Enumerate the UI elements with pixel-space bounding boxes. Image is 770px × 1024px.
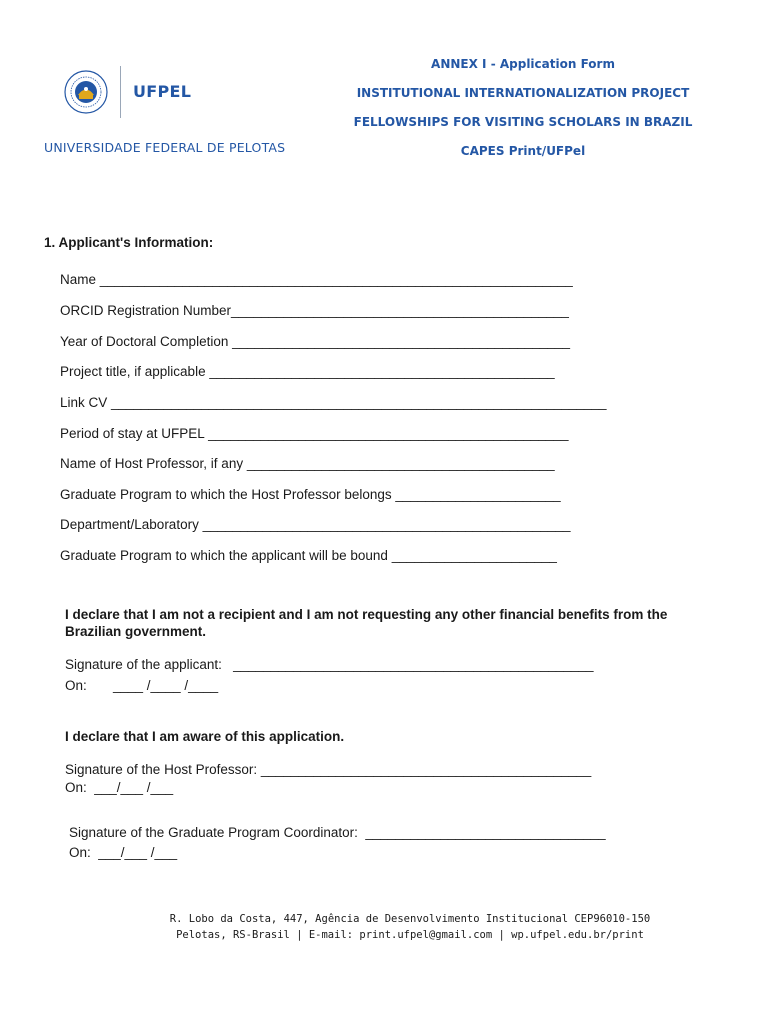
ufpel-seal-icon: [64, 70, 108, 114]
field-host-program[interactable]: Graduate Program to which the Host Professor belongs ______________________: [60, 487, 561, 502]
university-name: UNIVERSIDADE FEDERAL DE PELOTAS: [44, 140, 286, 155]
applicant-signature-line[interactable]: Signature of the applicant: ________________________________________________: [65, 657, 594, 672]
section-title: 1. Applicant's Information:: [44, 235, 214, 250]
coordinator-signature-line[interactable]: Signature of the Graduate Program Coordinator: ________________________________: [69, 825, 606, 840]
field-applicant-program[interactable]: Graduate Program to which the applicant will be bound ______________________: [60, 548, 557, 563]
footer-address: R. Lobo da Costa, 447, Agência de Desenvolvimento Institucional CEP96010-150: [169, 913, 651, 925]
header-annex: ANNEX I - Application Form: [431, 57, 615, 71]
logo-text: UFPEL: [133, 82, 192, 101]
applicant-date-line[interactable]: On: ____ /____ /____: [65, 678, 219, 693]
field-department[interactable]: Department/Laboratory _________________________________________________: [60, 517, 571, 532]
header-capes: CAPES Print/UFPel: [460, 144, 586, 158]
declaration-aware: I declare that I am aware of this application.: [65, 729, 345, 744]
field-host-professor[interactable]: Name of Host Professor, if any _________________________________________: [60, 456, 555, 471]
host-signature-line[interactable]: Signature of the Host Professor: ____________________________________________: [65, 762, 592, 777]
field-link-cv[interactable]: Link CV __________________________________________________________________: [60, 395, 607, 410]
field-project-title[interactable]: Project title, if applicable ______________________________________________: [60, 364, 555, 379]
declaration-financial: I declare that I am not a recipient and I am not requesting any other financial benefits from the Brazilian government.: [65, 607, 668, 639]
logo-divider: [120, 66, 121, 118]
field-period-of-stay[interactable]: Period of stay at UFPEL ________________________________________________: [60, 426, 569, 441]
host-date-line[interactable]: On: ___/___ /___: [65, 780, 174, 795]
header-fellowships: FELLOWSHIPS FOR VISITING SCHOLARS IN BRAZIL: [353, 115, 693, 129]
coordinator-date-line[interactable]: On: ___/___ /___: [69, 845, 178, 860]
footer-contact: Pelotas, RS-Brasil | E-mail: print.ufpel@gmail.com | wp.ufpel.edu.br/print: [176, 929, 644, 941]
field-doctoral-year[interactable]: Year of Doctoral Completion _____________________________________________: [60, 334, 570, 349]
field-orcid[interactable]: ORCID Registration Number_____________________________________________: [60, 303, 569, 318]
field-name[interactable]: Name _______________________________________________________________: [60, 272, 573, 287]
header-project: INSTITUTIONAL INTERNATIONALIZATION PROJECT: [356, 86, 690, 100]
